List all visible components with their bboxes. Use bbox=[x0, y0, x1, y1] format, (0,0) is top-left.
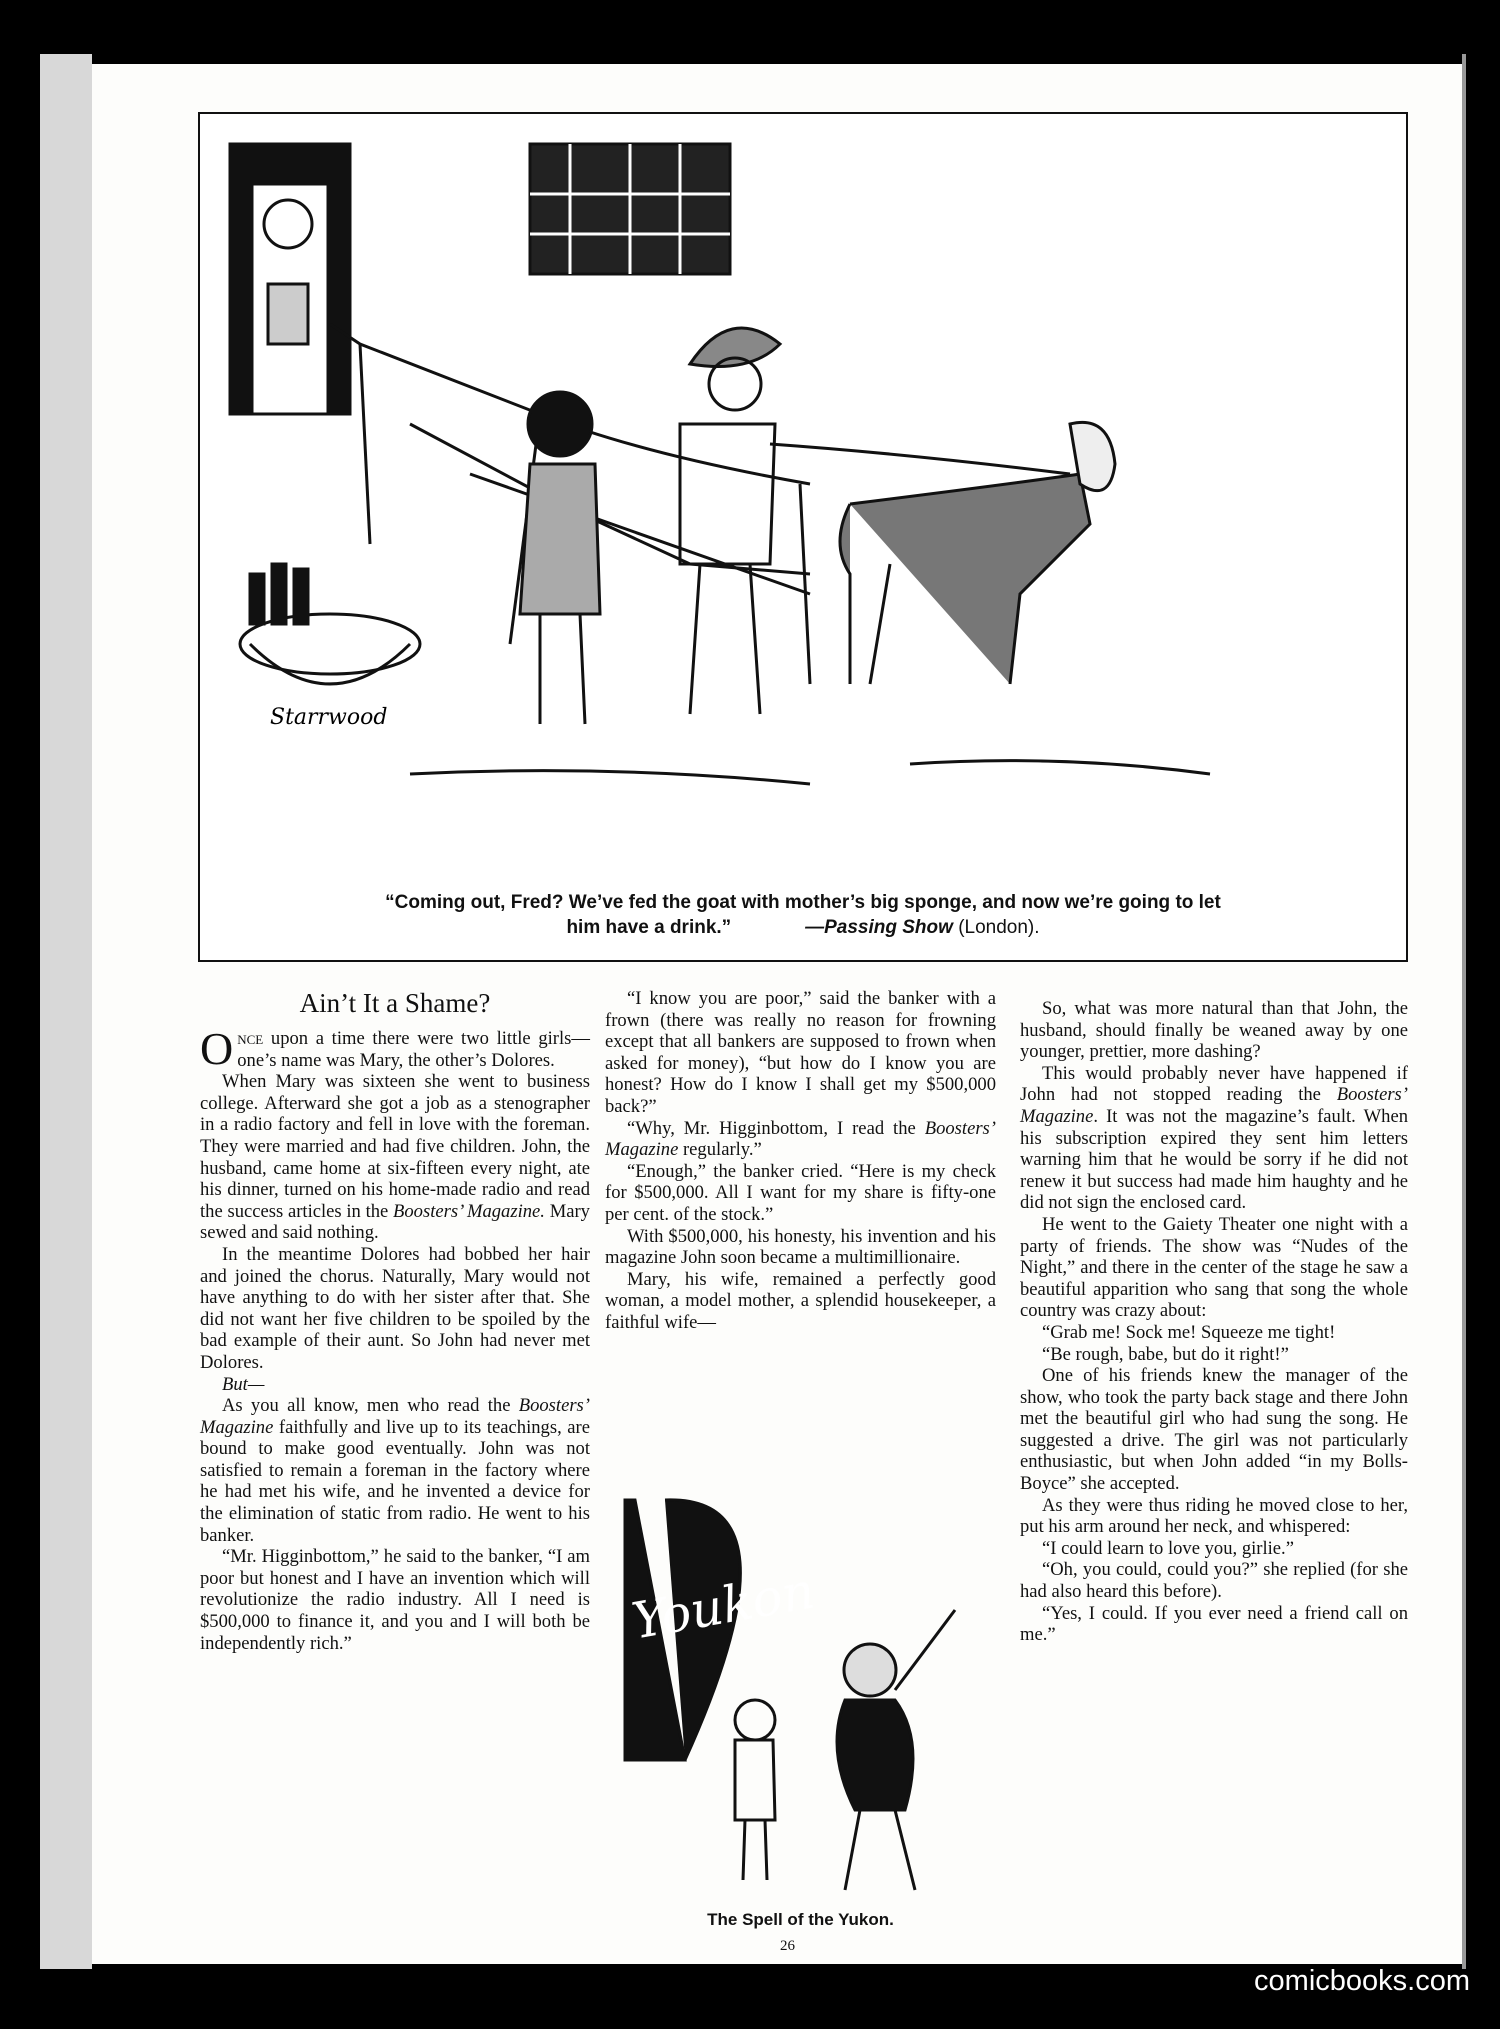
paragraph: With $500,000, his honesty, his invention and his magazine John soon became a multimillionaire. bbox=[605, 1225, 996, 1269]
paragraph: He went to the Gaiety Theater one night with a party of friends. The show was “Nudes of the Night,” and there in the center of the stage he saw a beautiful apparition who sang that song the whole country was crazy about: bbox=[1020, 1213, 1408, 1322]
paragraph: “Why, Mr. Higginbottom, I read the Boosters’ Magazine regularly.” bbox=[605, 1117, 996, 1161]
article-column-1 bbox=[200, 988, 590, 1654]
paragraph: “Yes, I could. If you ever need a friend call on me.” bbox=[1020, 1602, 1408, 1646]
yukon-cartoon-caption: The Spell of the Yukon. bbox=[707, 1910, 894, 1929]
goat-cartoon-illustration bbox=[210, 124, 1398, 894]
goat-cartoon-caption bbox=[200, 890, 1406, 940]
artist-signature: Starrwood bbox=[270, 705, 388, 730]
paragraph: This would probably never have happened if John had not stopped reading the Boosters’ Magazine. It was not the magazine’s fault. When his subscription expired they sent him letters warning him that he would be sorry if he did not renew it but success had made him haughty and he did not sign the enclosed card. bbox=[1020, 1062, 1408, 1214]
drop-cap: O bbox=[200, 1023, 234, 1074]
article-title: Ain’t It a Shame? bbox=[299, 988, 491, 1018]
teacher bbox=[844, 1644, 896, 1696]
caption-line-1: “Coming out, Fred? We’ve fed the goat with mother’s big sponge, and now we’re going to let bbox=[385, 892, 1221, 913]
paragraph: Once upon a time there were two little girls—one’s name was Mary, the other’s Dolores. bbox=[200, 1023, 590, 1074]
caption-line-2: him have a drink.” —Passing Show (London). bbox=[566, 917, 1040, 938]
paragraph: “Mr. Higginbottom,” he said to the banker, “I am poor but honest and I have an invention which will revolutionize the radio industry. All I need is $500,000 to finance it, and you and I will both be independently rich.” bbox=[200, 1546, 590, 1654]
caption-source: —Passing Show bbox=[805, 917, 953, 938]
paragraph: As you all know, men who read the Boosters’ Magazine faithfully and live up to its teachings, are bound to make good eventually. John was not satisfied to remain a foreman in the factory where he had met his wife, and he invented a device for the elimination of static from radio. He went to his banker. bbox=[200, 1395, 590, 1546]
page-edge-left bbox=[40, 54, 92, 1969]
curly-haired-boy bbox=[528, 392, 592, 456]
yukon-cartoon-illustration bbox=[605, 1490, 996, 1905]
page-edge-right bbox=[1462, 54, 1466, 1969]
page-number: 26 bbox=[780, 1938, 795, 1954]
goat bbox=[840, 474, 1090, 684]
paragraph: “Oh, you could, could you?” she replied (for she had also heard this before). bbox=[1020, 1559, 1408, 1603]
paragraph: “I could learn to love you, girlie.” bbox=[1042, 1537, 1294, 1559]
rope bbox=[770, 444, 1070, 474]
boy-with-hat bbox=[690, 328, 780, 367]
schoolboy bbox=[735, 1700, 775, 1740]
paragraph: Mary, his wife, remained a perfectly good woman, a model mother, a splendid housekeeper, a faithful wife— bbox=[605, 1268, 996, 1333]
paragraph: But— bbox=[222, 1373, 265, 1395]
song-quote: “Be rough, babe, but do it right!” bbox=[1042, 1343, 1289, 1365]
washtub bbox=[240, 614, 420, 674]
site-watermark: comicbooks.com bbox=[1254, 1965, 1470, 1997]
pointer bbox=[895, 1610, 955, 1690]
song-quote: “Grab me! Sock me! Squeeze me tight! bbox=[1042, 1321, 1336, 1343]
paragraph: One of his friends knew the manager of the show, who took the party back stage and there John met the beautiful girl who had sung the song. He suggested a drive. The girl was not particularly enthusiastic, but when John added “in my Bolls-Boyce” she accepted. bbox=[1020, 1365, 1408, 1495]
paragraph: As they were thus riding he moved close to her, put his arm around her neck, and whispered: bbox=[1020, 1494, 1408, 1538]
paragraph: “I know you are poor,” said the banker with a frown (there was really no reason for frowning except that all bankers are supposed to frown when asked for money), “but how do I know you are honest? How do I know I shall get my $500,000 back?” bbox=[605, 988, 996, 1117]
paragraph: When Mary was sixteen she went to business college. Afterward she got a job as a stenographer in a radio factory and fell in love with the foreman. They were married and had five children. John, the husband, came home at six-fifteen every night, ate his dinner, turned on his home-made radio and read the success articles in the Boosters’ Magazine. Mary sewed and said nothing. bbox=[200, 1071, 590, 1244]
paragraph: So, what was more natural than that John, the husband, should finally be weaned away by one younger, prettier, more dashing? bbox=[1020, 998, 1408, 1063]
article-column-2 bbox=[605, 988, 996, 1334]
paragraph: In the meantime Dolores had bobbed her hair and joined the chorus. Naturally, Mary would not have anything to do with her sister after that. She did not want her five children to be spoiled by the bad example of their aunt. So John had never met Dolores. bbox=[200, 1243, 590, 1373]
article-column-3 bbox=[1020, 998, 1408, 1646]
blackboard-text: Youkon bbox=[627, 1561, 819, 1651]
goat-cartoon-frame bbox=[198, 112, 1408, 962]
paragraph: “Enough,” the banker cried. “Here is my check for $500,000. All I want for my share is fifty-one per cent. of the stock.” bbox=[605, 1160, 996, 1225]
